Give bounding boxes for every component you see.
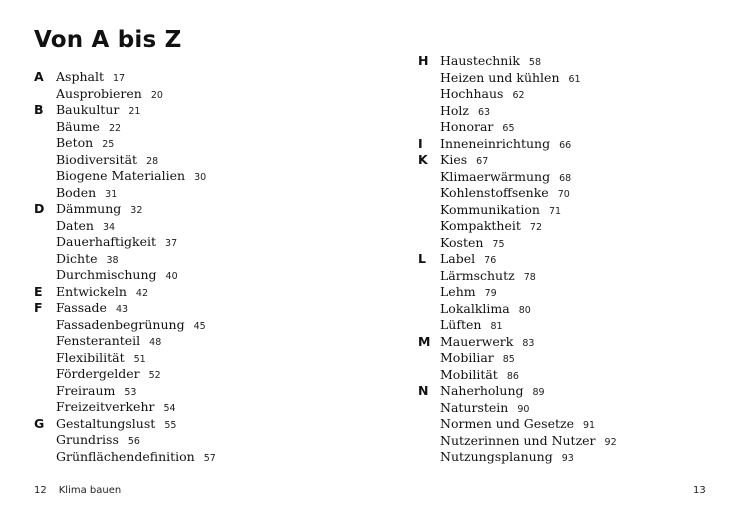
index-term: Freiraum (56, 382, 116, 398)
index-term: Inneneinrichtung (440, 135, 551, 151)
index-page-number: 71 (548, 205, 562, 217)
index-term: Nutzerinnen und Nutzer (440, 432, 596, 448)
index-term: Kosten (440, 234, 484, 250)
index-page-number: 78 (523, 271, 536, 283)
index-term: Freizeitverkehr (56, 399, 155, 414)
index-page-number: 90 (517, 403, 530, 415)
index-term: Dauerhaftigkeit (56, 234, 157, 249)
index-term: Nutzungsplanung (440, 449, 553, 464)
index-page-number: 45 (193, 320, 206, 332)
index-page-number: 56 (127, 436, 140, 447)
index-page-number: 42 (135, 287, 149, 299)
index-term: Kompaktheit (440, 218, 521, 233)
page-title: Von A bis Z (34, 27, 182, 53)
index-term: Boden (56, 184, 97, 200)
index-page-number: 89 (532, 387, 545, 398)
index-term: Haustechnik (440, 53, 520, 68)
index-page-number: 43 (115, 304, 129, 315)
index-page-number: 72 (529, 222, 542, 233)
index-term: Flexibilität (56, 349, 125, 365)
index-page-number: 22 (108, 122, 122, 134)
index-term-wrap (56, 449, 216, 468)
index-page-number: 52 (148, 370, 161, 381)
index-term: Lokalklima (440, 300, 510, 316)
index-letter: M (418, 333, 431, 349)
index-term: Kommunikation (440, 201, 540, 217)
footer-left (34, 485, 121, 496)
index-page-number: 54 (163, 403, 176, 414)
index-letter: N (418, 383, 429, 398)
index-page-number: 91 (583, 420, 596, 431)
index-page-number: 81 (490, 321, 503, 332)
index-term: Naherholung (440, 383, 524, 398)
index-term: Grünflächendefinition (56, 448, 195, 464)
index-letter: I (418, 135, 423, 151)
index-page-number: 80 (518, 304, 531, 316)
index-term: Klimaerwärmung (440, 168, 551, 184)
index-page-number: 85 (502, 354, 515, 365)
index-letter: A (34, 69, 44, 84)
index-page-number: 76 (484, 255, 497, 266)
index-page-number: 25 (102, 139, 115, 150)
index-page-number: 65 (502, 123, 515, 134)
index-page-number: 30 (194, 172, 207, 183)
index-page-number: 32 (130, 205, 143, 216)
index-term: Asphalt (56, 69, 104, 84)
index-page-number: 66 (559, 139, 572, 151)
index-page-number: 53 (124, 386, 137, 398)
index-page-number: 68 (559, 172, 572, 184)
index-page-number: 86 (506, 370, 519, 382)
index-letter: E (34, 283, 43, 299)
index-term: Beton (56, 135, 94, 150)
index-term: Hochhaus (440, 86, 504, 101)
left-page-number: 12 (34, 485, 47, 496)
index-page-number: 62 (512, 90, 525, 101)
index-term: Fördergelder (56, 366, 140, 381)
index-term: Daten (56, 217, 94, 233)
index-page-number: 57 (203, 452, 216, 464)
index-page-number: 63 (478, 106, 491, 118)
index-page-number: 40 (165, 271, 178, 282)
index-letter: L (418, 251, 426, 266)
index-term-wrap (440, 449, 574, 468)
index-page-number: 34 (102, 221, 116, 233)
index-page-number: 38 (106, 254, 119, 266)
index-term: Biodiversität (56, 151, 138, 167)
index-term: Dichte (56, 250, 98, 266)
index-term: Honorar (440, 119, 494, 134)
index-page-number: 75 (492, 238, 505, 250)
index-page-number: 17 (112, 73, 126, 84)
index-page-number: 92 (604, 436, 617, 448)
index-term: Ausprobieren (56, 85, 142, 101)
index-term: Fassade (56, 300, 107, 315)
index-term: Kohlenstoffsenke (440, 185, 549, 200)
index-term: Entwickeln (56, 283, 127, 299)
index-term: Bäume (56, 118, 100, 134)
index-letter: K (418, 152, 428, 167)
index-term: Mobilität (440, 366, 498, 382)
index-term: Label (440, 251, 476, 266)
index-page-number: 58 (528, 57, 542, 68)
index-term: Biogene Materialien (56, 168, 186, 183)
index-term: Kies (440, 152, 468, 167)
index-page-number: 55 (164, 419, 177, 431)
index-page-number: 67 (476, 156, 489, 167)
index-page-number: 31 (105, 188, 118, 200)
index-letter: G (34, 415, 45, 431)
index-page-number: 83 (522, 337, 535, 349)
index-page-number: 51 (133, 353, 146, 365)
index-term: Gestaltungslust (56, 415, 156, 431)
index-term: Dämmung (56, 201, 122, 216)
index-term: Fensteranteil (56, 333, 141, 348)
index-letter: F (34, 300, 43, 315)
index-term: Mauerwerk (440, 333, 514, 349)
index-letter: H (418, 53, 429, 68)
index-page-number: 48 (149, 337, 162, 348)
index-term: Holz (440, 102, 470, 118)
index-page-number: 79 (484, 288, 497, 299)
index-page-number: 70 (557, 189, 570, 200)
index-letter: D (34, 201, 45, 216)
index-term: Lärmschutz (440, 267, 515, 283)
index-term: Mobiliar (440, 350, 494, 365)
right-page-number: 13 (693, 485, 706, 496)
index-letter: B (34, 102, 44, 117)
index-term: Baukultur (56, 102, 120, 117)
index-page-number: 20 (150, 89, 163, 101)
index-term: Fassadenbegrünung (56, 316, 185, 332)
index-page-number: 93 (561, 453, 574, 464)
index-term: Heizen und kühlen (440, 69, 560, 85)
index-term: Durchmischung (56, 267, 157, 282)
index-term: Grundriss (56, 432, 119, 447)
index-term: Lüften (440, 317, 482, 332)
index-page-number: 37 (165, 238, 178, 249)
index-term: Lehm (440, 284, 476, 299)
book-title: Klima bauen (58, 485, 122, 496)
index-page-number: 28 (146, 155, 159, 167)
index-page-number: 61 (568, 73, 581, 85)
index-term: Naturstein (440, 399, 509, 415)
index-page-number: 21 (128, 106, 141, 117)
index-term: Normen und Gesetze (440, 416, 574, 431)
